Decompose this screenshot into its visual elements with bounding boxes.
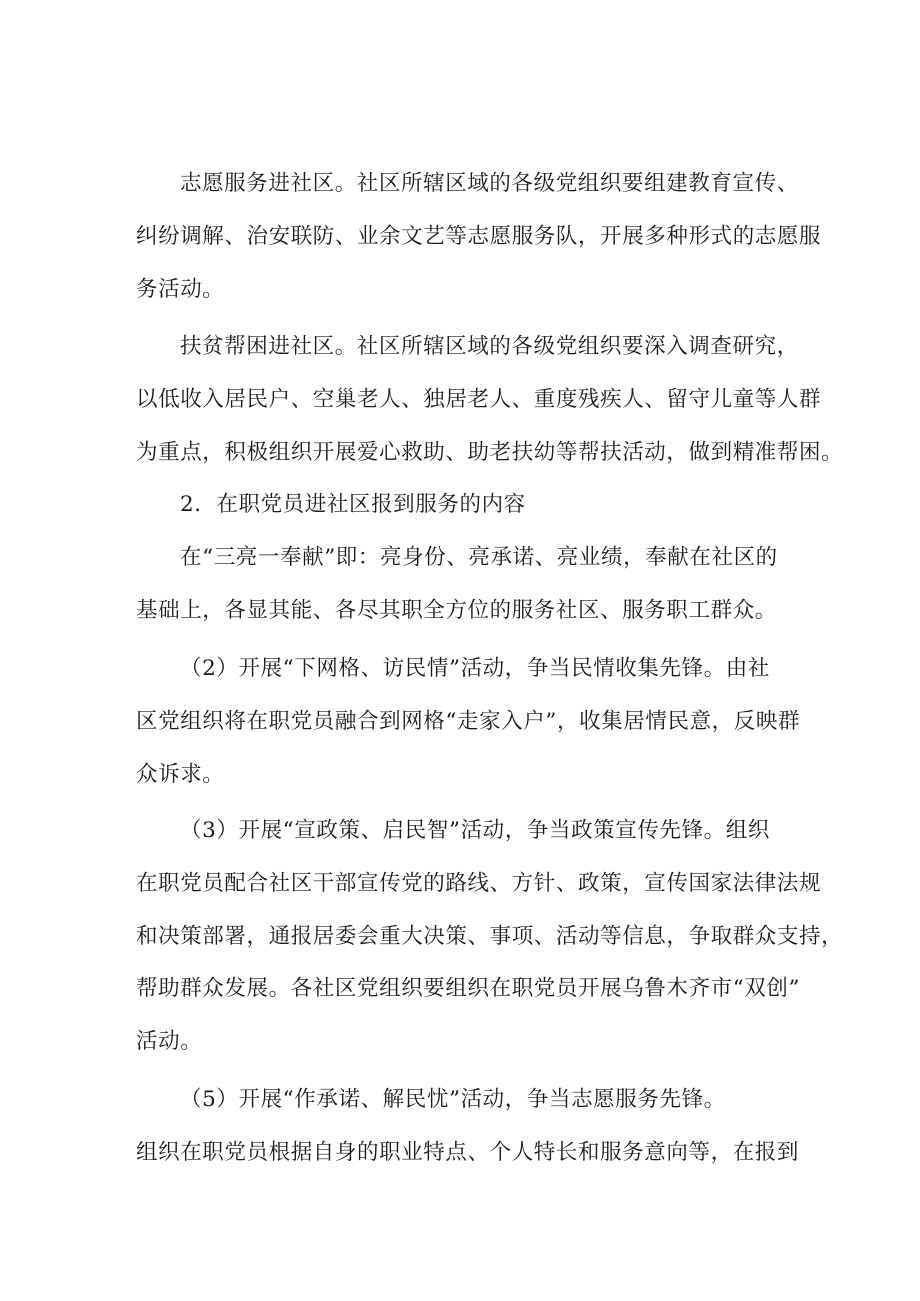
text-line: 组织在职党员根据自身的职业特点、个人特长和服务意向等，在报到	[136, 1140, 800, 1165]
text-line: 基础上，各显其能、各尽其职全方位的服务社区、服务职工群众。	[136, 598, 777, 623]
text-line: 以低收入居民户、空巢老人、独居老人、重度残疾人、留守儿童等人群	[136, 387, 822, 412]
text-line: 扶贫帮困进社区。社区所辖区域的各级党组织要深入调查研究，	[180, 334, 799, 359]
text-line: （5）开展“作承诺、解民忧”活动，争当志愿服务先锋。	[180, 1087, 726, 1112]
text-line: 活动。	[136, 1029, 203, 1054]
text-line: 志愿服务进社区。社区所辖区域的各级党组织要组建教育宣传、	[180, 171, 799, 196]
text-line: 在“三亮一奉献”即：亮身份、亮承诺、亮业绩，奉献在社区的	[180, 545, 778, 570]
text-line: （2）开展“下网格、访民情”活动，争当民情收集先锋。由社	[180, 656, 770, 681]
text-line: 纠纷调解、治安联防、业余文艺等志愿服务队，开展多种形式的志愿服	[136, 224, 822, 249]
text-line: 和决策部署，通报居委会重大决策、事项、活动等信息，争取群众支持，	[136, 924, 844, 949]
text-line: 务活动。	[136, 277, 225, 302]
text-line: 众诉求。	[136, 762, 225, 787]
text-line: 在职党员配合社区干部宣传党的路线、方针、政策，宣传国家法律法规	[136, 871, 822, 896]
section-heading: 2．在职党员进社区报到服务的内容	[180, 492, 526, 517]
text-line: 区党组织将在职党员融合到网格“走家入户”，收集居情民意，反映群	[136, 709, 801, 734]
text-line: 为重点，积极组织开展爱心救助、助老扶幼等帮扶活动，做到精准帮困。	[136, 440, 844, 465]
text-line: 帮助群众发展。各社区党组织要组织在职党员开展乌鲁木齐市“双创”	[136, 976, 801, 1001]
text-line: （3）开展“宣政策、启民智”活动，争当政策宣传先锋。组织	[180, 818, 770, 843]
